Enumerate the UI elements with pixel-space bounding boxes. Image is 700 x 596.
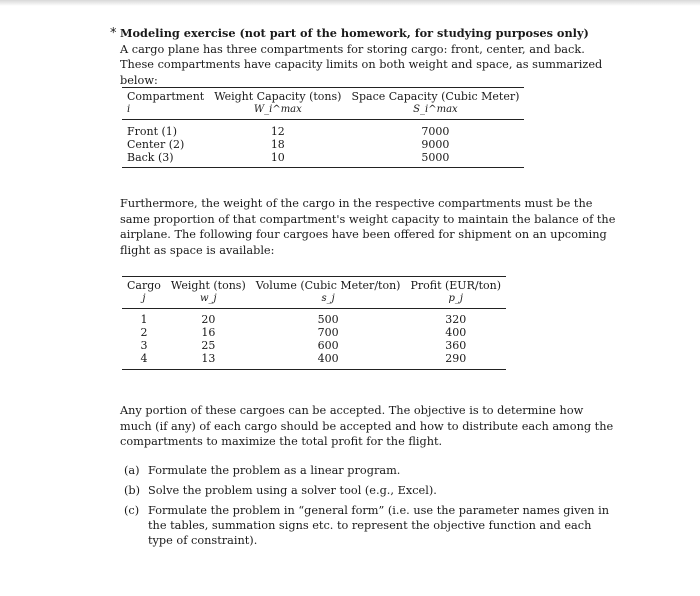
symbol-wmax: W_i^max (253, 104, 302, 115)
cell-weight: 18 (270, 138, 285, 151)
intro-text: A cargo plane has three compartments for storing cargo: front, center, and back. These compartments have capacity limits on both weight and space, as summarized below: (120, 42, 603, 87)
cell-profit: 360 (445, 339, 467, 352)
symbol-pj: p_j (448, 293, 463, 304)
header-profit: Profit (EUR/ton) (410, 279, 501, 292)
table-row (122, 138, 524, 151)
cell-cargo: 1 (140, 313, 148, 326)
table-row (122, 326, 506, 339)
table-row (122, 120, 524, 139)
exercise-title: Modeling exercise (not part of the homework, for studying purposes only) (120, 26, 589, 40)
header-space-capacity: Space Capacity (Cubic Meter) (351, 90, 520, 103)
cell-compartment: Back (3) (127, 151, 174, 164)
cell-volume: 500 (317, 313, 339, 326)
cell-weight: 10 (270, 151, 285, 164)
cell-profit: 320 (445, 313, 467, 326)
task-list (124, 463, 616, 553)
cell-weight: 16 (201, 326, 216, 339)
header-weight: Weight (tons) (170, 279, 246, 292)
task-marker: (a) (124, 464, 140, 477)
table-row (122, 339, 506, 352)
intro-paragraph (120, 26, 616, 88)
table-symbol-row (122, 103, 524, 120)
task-text: Formulate the problem in “general form” (i.e. use the parameter names given in the tables, summation signs etc. to represent the objective function and each type of constraint). (148, 504, 609, 547)
cargo-table (122, 276, 506, 370)
task-marker: (c) (124, 504, 140, 517)
cell-space: 9000 (421, 138, 450, 151)
cell-weight: 20 (201, 313, 216, 326)
symbol-smax: S_i^max (413, 104, 458, 115)
top-edge-shadow (0, 0, 700, 6)
cell-volume: 600 (317, 339, 339, 352)
list-item (124, 503, 616, 548)
symbol-wj: w_j (199, 293, 217, 304)
symbol-sj: s_j (321, 293, 335, 304)
table-header-row (122, 277, 506, 293)
header-volume: Volume (Cubic Meter/ton) (255, 279, 401, 292)
header-weight-capacity: Weight Capacity (tons) (214, 90, 342, 103)
cell-cargo: 2 (140, 326, 148, 339)
symbol-j: j (142, 293, 146, 304)
list-item (124, 463, 616, 478)
cell-space: 7000 (421, 125, 450, 138)
cell-cargo: 4 (140, 352, 148, 365)
cell-profit: 400 (445, 326, 467, 339)
objective-paragraph: Any portion of these cargoes can be accepted. The objective is to determine how much (if any) of each cargo should be accepted and how to distribute each among the compartments to maximize the total profit for the flight. (120, 404, 614, 449)
cell-weight: 25 (201, 339, 216, 352)
task-marker: (b) (124, 484, 141, 497)
table-header-row (122, 88, 524, 104)
cell-space: 5000 (421, 151, 450, 164)
header-compartment: Compartment (127, 90, 205, 103)
task-text: Solve the problem using a solver tool (e.g., Excel). (148, 484, 437, 497)
table-row (122, 151, 524, 168)
bullet-marker: * (110, 26, 117, 41)
cell-compartment: Center (2) (127, 138, 185, 151)
header-cargo: Cargo (127, 279, 161, 292)
balance-paragraph: Furthermore, the weight of the cargo in the respective compartments must be the same proportion of that compartment's weight capacity to maintain the balance of the airplane. The following four cargoes have been offered for shipment on an upcoming flight as space is available: (120, 197, 616, 257)
table-symbol-row (122, 292, 506, 309)
task-text: Formulate the problem as a linear program. (148, 464, 401, 477)
cell-weight: 13 (201, 352, 216, 365)
cell-cargo: 3 (140, 339, 148, 352)
symbol-i: i (127, 104, 131, 115)
cell-weight: 12 (270, 125, 285, 138)
cell-profit: 290 (445, 352, 467, 365)
cell-volume: 400 (317, 352, 339, 365)
compartment-table (122, 87, 524, 168)
list-item (124, 483, 616, 498)
cell-compartment: Front (1) (127, 125, 178, 138)
table-row (122, 352, 506, 370)
cell-volume: 700 (317, 326, 339, 339)
table-row (122, 309, 506, 327)
